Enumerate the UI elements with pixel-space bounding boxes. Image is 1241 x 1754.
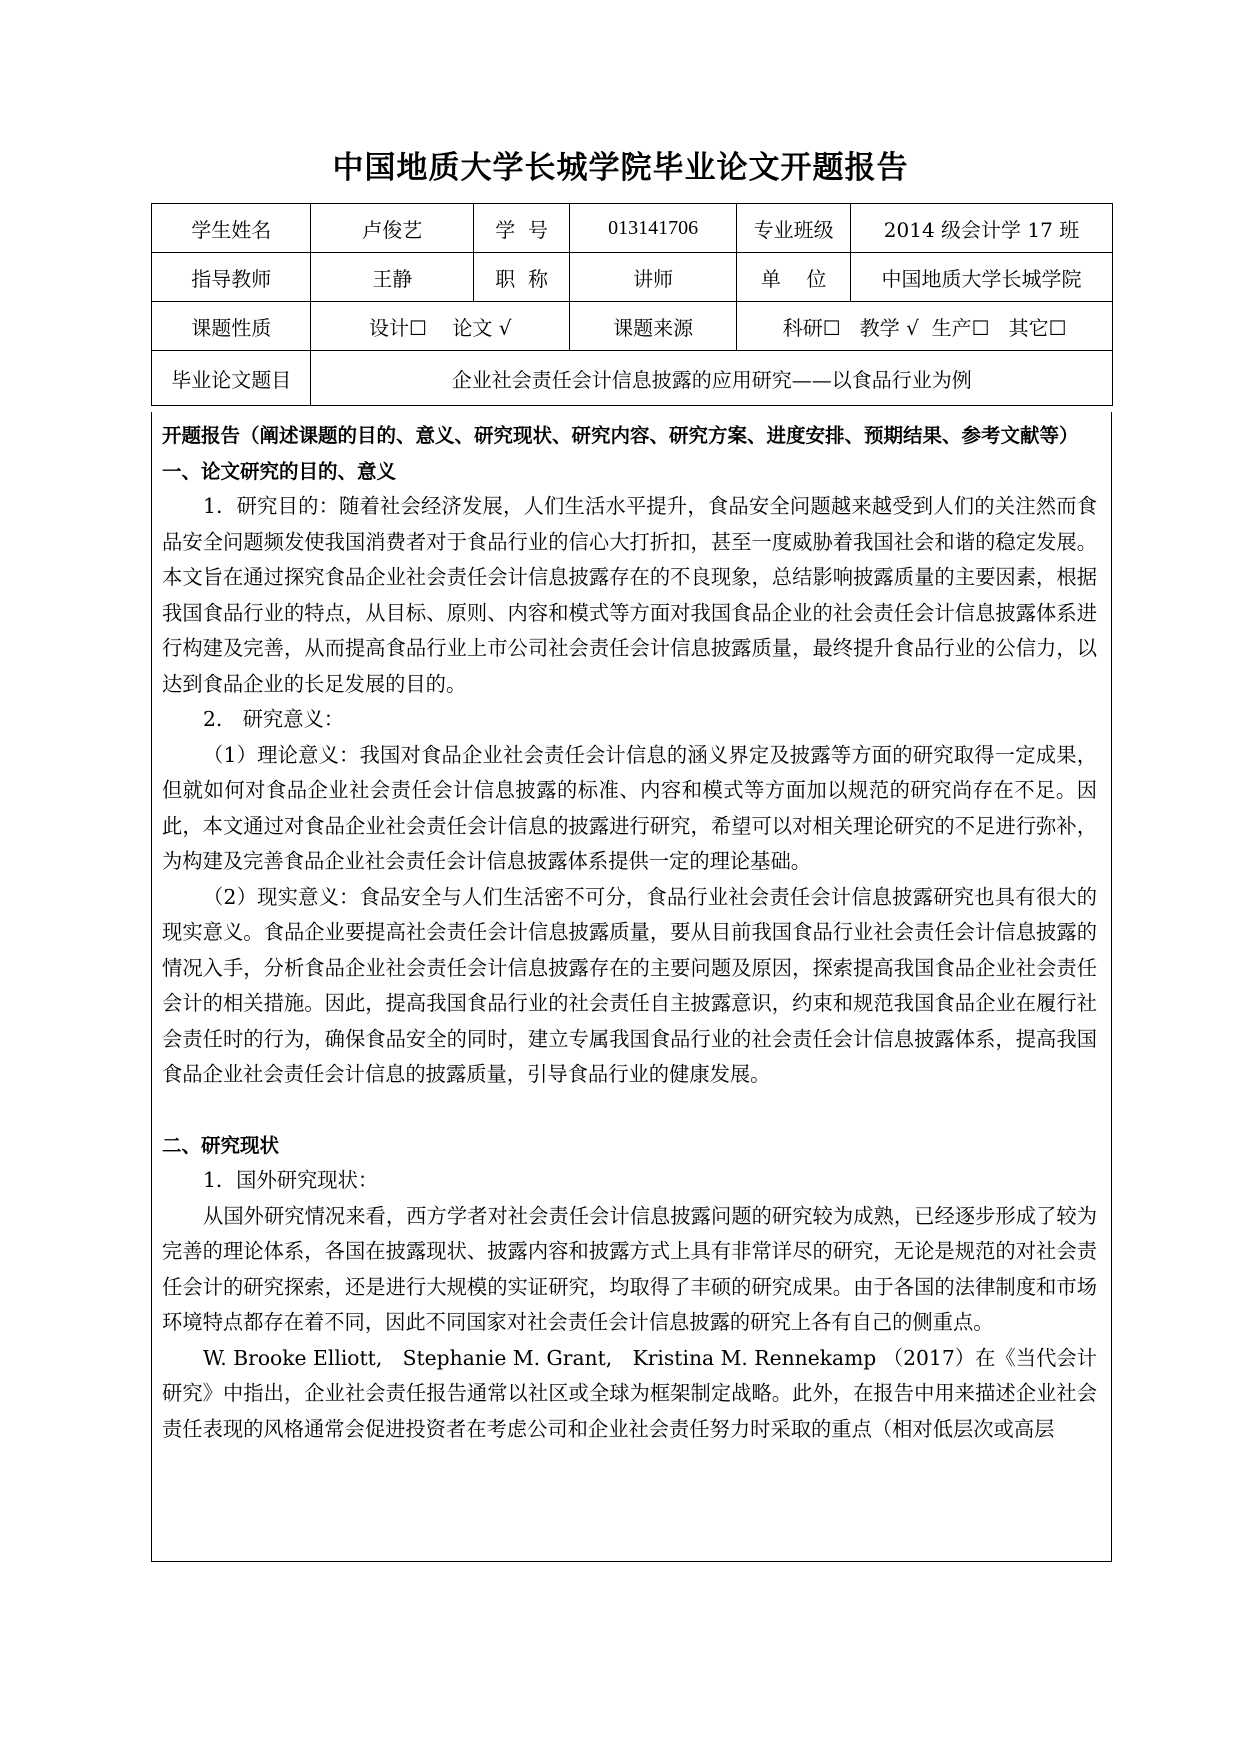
thesis-title-value: 企业社会责任会计信息披露的应用研究——以食品行业为例 [311,351,1113,406]
page-title: 中国地质大学长城学院毕业论文开题报告 [332,150,909,186]
source-options: 科研☐ 教学 √ 生产☐ 其它☐ [737,302,1113,351]
paragraph-theory: （1）理论意义：我国对食品企业社会责任会计信息的涵义界定及披露等方面的研究取得一定成果，但就如何对食品企业社会责任会计信息披露的标准、内容和模式等方面加以规范的研究尚存在不足。因此，本文通过对食品企业社会责任会计信息的披露进行研究，希望可以对相关理论研究的不足进行弥补，为构建及完善食品企业社会责任会计信息披露体系提供一定的理论基础。 [162,742,1097,873]
advisor-label: 指导教师 [152,253,311,302]
paragraph-elliott: W. Brooke Elliott, Stephanie M. Grant, Kristina M. Rennekamp （2017）在《当代会计研究》中指出，企业社会责任报告通常以社区或全球为框架制定战略。此外，在报告中用来描述企业社会责任表现的风格通常会促进投资者在考虑公司和企业社会责任努力时采取的重点（相对低层次或高层 [162,1345,1097,1441]
section2-title: 二、研究现状 [162,1133,280,1157]
nature-label: 课题性质 [152,302,311,351]
class-value: 2014 级会计学 17 班 [850,204,1112,253]
report-heading: 开题报告（阐述课题的目的、意义、研究现状、研究内容、研究方案、进度安排、预期结果、参考文献等） [162,424,1079,447]
section1-title: 一、论文研究的目的、意义 [162,459,397,483]
paragraph-foreign-overview: 从国外研究情况来看，西方学者对社会责任会计信息披露问题的研究较为成熟，已经逐步形成了较为完善的理论体系，各国在披露现状、披露内容和披露方式上具有非常详尽的研究，无论是规范的对社会责任会计的研究探索，还是进行大规模的实证研究，均取得了丰硕的研究成果。由于各国的法律制度和市场环境特点都存在着不同，因此不同国家对社会责任会计信息披露的研究上各有自己的侧重点。 [162,1203,1097,1334]
student-name-value: 卢俊艺 [311,204,474,253]
class-label: 专业班级 [737,204,851,253]
paragraph-purpose: 1．研究目的：随着社会经济发展，人们生活水平提升，食品安全问题越来越受到人们的关注然而食品安全问题频发使我国消费者对于食品行业的信心大打折扣，甚至一度威胁着我国社会和谐的稳定发展。本文旨在通过探究食品企业社会责任会计信息披露存在的不良现象，总结影响披露质量的主要因素，根据我国食品行业的特点，从目标、原则、内容和模式等方面对我国食品企业的社会责任会计信息披露体系进行构建及完善，从而提高食品行业上市公司社会责任会计信息披露质量，最终提升食品行业的公信力，以达到食品企业的长足发展的目的。 [162,494,1097,696]
student-id-label: 学 号 [474,204,570,253]
advisor-value: 王静 [311,253,474,302]
info-table [151,203,1113,406]
unit-value: 中国地质大学长城学院 [850,253,1112,302]
rank-value: 讲师 [570,253,737,302]
nature-options: 设计☐ 论文 √ [311,302,570,351]
student-id-value: 013141706 [570,204,737,253]
paragraph-significance-title: 2. 研究意义： [203,707,345,731]
unit-label: 单 位 [737,253,851,302]
source-label: 课题来源 [570,302,737,351]
thesis-title-label: 毕业论文题目 [152,351,311,406]
paragraph-foreign-title: 1．国外研究现状： [203,1168,379,1192]
rank-label: 职 称 [474,253,570,302]
paragraph-practice: （2）现实意义：食品安全与人们生活密不可分，食品行业社会责任会计信息披露研究也具有很大的现实意义。食品企业要提高社会责任会计信息披露质量，要从目前我国食品行业社会责任会计信息披露的情况入手，分析食品企业社会责任会计信息披露存在的主要问题及原因，探索提高我国食品企业社会责任会计的相关措施。因此，提高我国食品行业的社会责任自主披露意识，约束和规范我国食品企业在履行社会责任时的行为，确保食品安全的同时，建立专属我国食品行业的社会责任会计信息披露体系，提高我国食品企业社会责任会计信息的披露质量，引导食品行业的健康发展。 [162,884,1097,1086]
report-body [151,412,1112,1562]
student-name-label: 学生姓名 [152,204,311,253]
